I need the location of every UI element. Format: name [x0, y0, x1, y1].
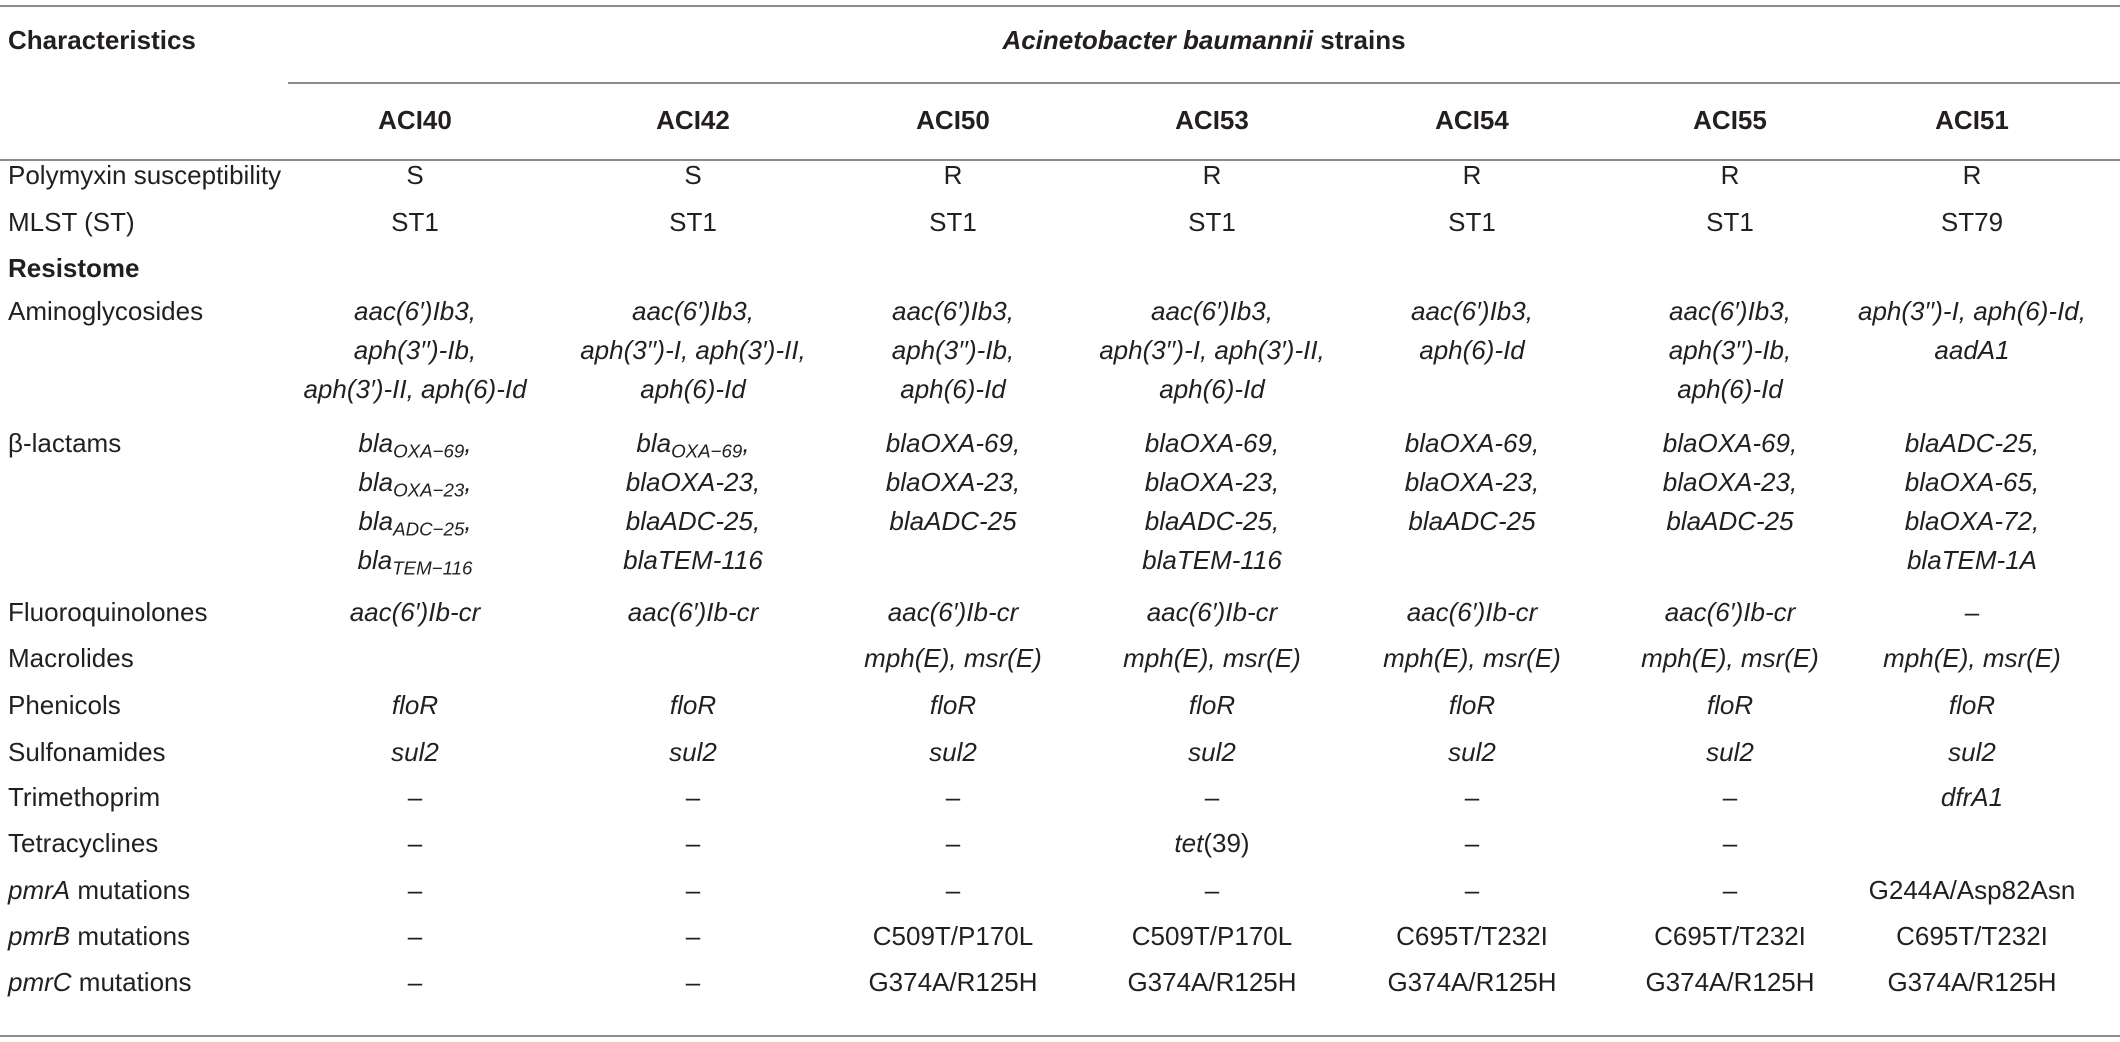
cell-line: blaTEM-116 [1142, 544, 1282, 575]
cell-phenicols-aci53 [1072, 686, 1352, 725]
cell-line: aac(6′)Ib3, [632, 295, 754, 326]
cell-line: G374A/R125H [1127, 966, 1297, 997]
strain-header-aci50: ACI50 [916, 104, 990, 135]
cell-line: C509T/P170L [1131, 920, 1293, 951]
cell-phenicols-aci51 [1832, 686, 2112, 725]
cell-mlst-st-aci54 [1332, 203, 1612, 242]
row-label-mlst-st: MLST (ST) [8, 206, 135, 237]
cell-line: R [943, 159, 963, 190]
cell-lactams-aci53 [1072, 424, 1352, 580]
cell-pmrb-mutations-aci53 [1072, 917, 1352, 956]
cell-polymyxin-susceptibility-aci50 [813, 156, 1093, 195]
cell-macrolides-aci55 [1590, 639, 1870, 678]
cell-line: ST79 [1940, 206, 2004, 237]
row-label-pmra-mutations: pmrA mutations [8, 874, 191, 905]
cell-line: aph(3′′)-I, aph(3′)-II, [1099, 334, 1325, 365]
cell-pmra-mutations-aci54 [1332, 871, 1612, 910]
cell-pmra-mutations-aci53 [1072, 871, 1352, 910]
cell-pmrb-mutations-aci55 [1590, 917, 1870, 956]
cell-tetracyclines-aci42 [553, 824, 833, 863]
cell-line: blaTEM-1A [1906, 544, 2038, 575]
cell-line: aac(6′)Ib3, [354, 295, 476, 326]
cell-line: sul2 [929, 736, 977, 767]
cell-line: bla$_{TEM-116}$ [357, 544, 473, 579]
cell-line: blaOXA-65, [1904, 466, 2040, 497]
cell-pmra-mutations-aci55 [1590, 871, 1870, 910]
cell-line: – [1722, 874, 1738, 905]
cell-line: aph(6)-Id [900, 373, 1006, 404]
cell-line: bla$_{ADC-25}$, [358, 505, 472, 540]
cell-line: G374A/R125H [1887, 966, 2057, 997]
cell-tetracyclines-aci55 [1590, 824, 1870, 863]
cell-mlst-st-aci51 [1832, 203, 2112, 242]
cell-pmra-mutations-aci40 [275, 871, 555, 910]
cell-aminoglycosides-aci54 [1332, 292, 1612, 370]
cell-sulfonamides-aci55 [1590, 733, 1870, 772]
cell-line: aac(6′)Ib3, [1151, 295, 1273, 326]
cell-line: blaTEM-116 [623, 544, 763, 575]
cell-polymyxin-susceptibility-aci42 [553, 156, 833, 195]
cell-line: aph(6)-Id [1159, 373, 1265, 404]
cell-fluoroquinolones-aci51 [1832, 593, 2112, 632]
cell-line: floR [1188, 689, 1236, 720]
cell-fluoroquinolones-aci50 [813, 593, 1093, 632]
cell-line: aph(3′′)-I, aph(3′)-II, [580, 334, 806, 365]
row-label-aminoglycosides: Aminoglycosides [8, 295, 204, 326]
cell-line: tet(39) [1174, 827, 1250, 858]
cell-line: ST1 [1448, 206, 1496, 237]
row-label-sulfonamides: Sulfonamides [8, 736, 166, 767]
cell-macrolides-aci53 [1072, 639, 1352, 678]
cell-line: ST1 [669, 206, 717, 237]
characteristics-header: Characteristics [8, 25, 196, 55]
strain-header-aci51: ACI51 [1935, 104, 2009, 135]
cell-line: blaOXA-69, [1404, 427, 1540, 458]
cell-line: aph(3′′)-Ib, [1668, 334, 1792, 365]
cell-line: – [407, 827, 423, 858]
cell-line: C509T/P170L [872, 920, 1034, 951]
cell-line: C695T/T232I [1896, 920, 2048, 951]
cell-mlst-st-aci50 [813, 203, 1093, 242]
cell-line: sul2 [1706, 736, 1754, 767]
group-rule [288, 82, 2120, 84]
cell-line: blaADC-25 [889, 505, 1017, 536]
cell-line: blaOXA-23, [625, 466, 761, 497]
cell-line: C695T/T232I [1654, 920, 1806, 951]
cell-line: aph(6)-Id [1419, 334, 1525, 365]
cell-line: – [685, 827, 701, 858]
cell-pmra-mutations-aci50 [813, 871, 1093, 910]
cell-line: aac(6′)Ib-cr [1664, 596, 1796, 627]
cell-trimethoprim-aci54 [1332, 778, 1612, 817]
cell-macrolides-aci50 [813, 639, 1093, 678]
cell-line: ST1 [1706, 206, 1754, 237]
cell-line: ST1 [929, 206, 977, 237]
cell-line: – [945, 827, 961, 858]
cell-line: blaOXA-23, [1404, 466, 1540, 497]
cell-line: blaOXA-72, [1904, 505, 2040, 536]
cell-line: – [685, 874, 701, 905]
cell-trimethoprim-aci42 [553, 778, 833, 817]
cell-line: – [1722, 781, 1738, 812]
row-label-pmrc-mutations: pmrC mutations [8, 966, 192, 997]
cell-fluoroquinolones-aci42 [553, 593, 833, 632]
cell-trimethoprim-aci50 [813, 778, 1093, 817]
cell-line: ST1 [391, 206, 439, 237]
cell-sulfonamides-aci42 [553, 733, 833, 772]
cell-polymyxin-susceptibility-aci54 [1332, 156, 1612, 195]
cell-line: sul2 [1188, 736, 1236, 767]
cell-line: aac(6′)Ib-cr [887, 596, 1019, 627]
cell-aminoglycosides-aci50 [813, 292, 1093, 409]
top-rule [0, 5, 2120, 7]
cell-line: – [1464, 781, 1480, 812]
cell-line: – [945, 781, 961, 812]
cell-line: – [1204, 781, 1220, 812]
cell-line: floR [1706, 689, 1754, 720]
cell-line: – [1722, 827, 1738, 858]
cell-line: aph(6)-Id [1677, 373, 1783, 404]
cell-line: blaADC-25, [1144, 505, 1280, 536]
cell-line: aph(3′′)-Ib, [891, 334, 1015, 365]
cell-trimethoprim-aci55 [1590, 778, 1870, 817]
cell-trimethoprim-aci51 [1832, 778, 2112, 817]
cell-pmrb-mutations-aci54 [1332, 917, 1612, 956]
cell-line: G374A/R125H [1645, 966, 1815, 997]
cell-line: – [1964, 596, 1980, 627]
cell-aminoglycosides-aci51 [1832, 292, 2112, 370]
cell-line: mph(E), msr(E) [1641, 642, 1819, 673]
cell-lactams-aci54 [1332, 424, 1612, 541]
cell-line: floR [669, 689, 717, 720]
cell-line: sul2 [1948, 736, 1996, 767]
strains-group-title [288, 21, 2120, 60]
strain-header-aci53: ACI53 [1175, 104, 1249, 135]
cell-phenicols-aci42 [553, 686, 833, 725]
cell-fluoroquinolones-aci54 [1332, 593, 1612, 632]
cell-line: sul2 [391, 736, 439, 767]
cell-lactams-aci51 [1832, 424, 2112, 580]
cell-line: – [407, 966, 423, 997]
cell-line: – [945, 874, 961, 905]
cell-line: aac(6′)Ib3, [1411, 295, 1533, 326]
cell-phenicols-aci40 [275, 686, 555, 725]
cell-line: – [407, 920, 423, 951]
strains-group-title-rest: strains [1313, 25, 1406, 55]
cell-lactams-aci50 [813, 424, 1093, 541]
cell-line: bla$_{OXA-23}$, [358, 466, 472, 501]
cell-line: blaOXA-69, [1144, 427, 1280, 458]
cell-line: blaADC-25, [625, 505, 761, 536]
bottom-rule [0, 1035, 2120, 1037]
cell-sulfonamides-aci51 [1832, 733, 2112, 772]
cell-line: G374A/R125H [1387, 966, 1557, 997]
cell-mlst-st-aci55 [1590, 203, 1870, 242]
cell-line: – [685, 966, 701, 997]
cell-line: – [407, 781, 423, 812]
cell-line: aph(6)-Id [640, 373, 746, 404]
cell-sulfonamides-aci54 [1332, 733, 1612, 772]
row-label-trimethoprim: Trimethoprim [8, 781, 161, 812]
cell-line: aac(6′)Ib-cr [1146, 596, 1278, 627]
cell-line: R [1962, 159, 1982, 190]
cell-line: blaADC-25, [1904, 427, 2040, 458]
cell-pmrc-mutations-aci55 [1590, 963, 1870, 1002]
cell-polymyxin-susceptibility-aci53 [1072, 156, 1352, 195]
cell-pmrc-mutations-aci51 [1832, 963, 2112, 1002]
cell-line: mph(E), msr(E) [1383, 642, 1561, 673]
cell-aminoglycosides-aci40 [275, 292, 555, 409]
cell-line: C695T/T232I [1396, 920, 1548, 951]
row-label-polymyxin-susceptibility: Polymyxin susceptibility [8, 159, 282, 190]
cell-line: – [1464, 827, 1480, 858]
cell-line: – [1204, 874, 1220, 905]
cell-mlst-st-aci42 [553, 203, 833, 242]
cell-line: blaADC-25 [1666, 505, 1794, 536]
cell-aminoglycosides-aci42 [553, 292, 833, 409]
cell-line: blaADC-25 [1408, 505, 1536, 536]
cell-line: G374A/R125H [868, 966, 1038, 997]
cell-line: dfrA1 [1940, 781, 2004, 812]
cell-lactams-aci40 [275, 424, 555, 580]
cell-line: aac(6′)Ib-cr [627, 596, 759, 627]
row-label-phenicols: Phenicols [8, 689, 121, 720]
cell-line: floR [1448, 689, 1496, 720]
cell-line: blaOXA-69, [1662, 427, 1798, 458]
cell-line: G244A/Asp82Asn [1868, 874, 2076, 905]
row-label-pmrb-mutations: pmrB mutations [8, 920, 191, 951]
cell-line: S [684, 159, 702, 190]
row-label-macrolides: Macrolides [8, 642, 134, 673]
cell-line: bla$_{OXA-69}$, [636, 427, 750, 462]
cell-pmrc-mutations-aci50 [813, 963, 1093, 1002]
cell-line: mph(E), msr(E) [1883, 642, 2061, 673]
cell-line: aadA1 [1934, 334, 2010, 365]
cell-macrolides-aci51 [1832, 639, 2112, 678]
cell-line: – [407, 874, 423, 905]
row-label-fluoroquinolones: Fluoroquinolones [8, 596, 208, 627]
cell-line: aac(6′)Ib3, [1669, 295, 1791, 326]
cell-line: aac(6′)Ib-cr [1406, 596, 1538, 627]
cell-tetracyclines-aci54 [1332, 824, 1612, 863]
cell-line: mph(E), msr(E) [864, 642, 1042, 673]
cell-line: sul2 [669, 736, 717, 767]
cell-line: aph(3′′)-I, aph(6)-Id, [1858, 295, 2086, 326]
cell-tetracyclines-aci53 [1072, 824, 1352, 863]
cell-trimethoprim-aci40 [275, 778, 555, 817]
cell-line: – [685, 920, 701, 951]
cell-pmrc-mutations-aci42 [553, 963, 833, 1002]
cell-tetracyclines-aci50 [813, 824, 1093, 863]
cell-phenicols-aci54 [1332, 686, 1612, 725]
cell-line: floR [391, 689, 439, 720]
cell-phenicols-aci55 [1590, 686, 1870, 725]
cell-phenicols-aci50 [813, 686, 1093, 725]
cell-line: aph(3′′)-Ib, [353, 334, 477, 365]
cell-fluoroquinolones-aci40 [275, 593, 555, 632]
cell-line: blaOXA-23, [1662, 466, 1798, 497]
cell-line: bla$_{OXA-69}$, [358, 427, 472, 462]
cell-macrolides-aci54 [1332, 639, 1612, 678]
strain-header-aci54: ACI54 [1435, 104, 1509, 135]
cell-pmrc-mutations-aci53 [1072, 963, 1352, 1002]
cell-sulfonamides-aci53 [1072, 733, 1352, 772]
cell-trimethoprim-aci53 [1072, 778, 1352, 817]
row-label-lactams: β-lactams [8, 427, 122, 458]
cell-polymyxin-susceptibility-aci40 [275, 156, 555, 195]
cell-line: aph(3′)-II, aph(6)-Id [303, 373, 527, 404]
strain-header-aci40: ACI40 [378, 104, 452, 135]
strain-header-aci42: ACI42 [656, 104, 730, 135]
cell-pmra-mutations-aci51 [1832, 871, 2112, 910]
cell-line: sul2 [1448, 736, 1496, 767]
cell-pmrb-mutations-aci42 [553, 917, 833, 956]
cell-line: blaOXA-23, [885, 466, 1021, 497]
cell-sulfonamides-aci50 [813, 733, 1093, 772]
cell-line: aac(6′)Ib-cr [349, 596, 481, 627]
cell-pmra-mutations-aci42 [553, 871, 833, 910]
cell-line: aac(6′)Ib3, [892, 295, 1014, 326]
cell-lactams-aci55 [1590, 424, 1870, 541]
cell-aminoglycosides-aci53 [1072, 292, 1352, 409]
cell-line: R [1720, 159, 1740, 190]
cell-mlst-st-aci40 [275, 203, 555, 242]
row-label-tetracyclines: Tetracyclines [8, 827, 159, 858]
cell-line: S [406, 159, 424, 190]
cell-line: mph(E), msr(E) [1123, 642, 1301, 673]
cell-fluoroquinolones-aci53 [1072, 593, 1352, 632]
cell-line: – [1464, 874, 1480, 905]
cell-line: floR [929, 689, 977, 720]
cell-polymyxin-susceptibility-aci55 [1590, 156, 1870, 195]
cell-line: R [1202, 159, 1222, 190]
cell-aminoglycosides-aci55 [1590, 292, 1870, 409]
cell-line: ST1 [1188, 206, 1236, 237]
strain-header-aci55: ACI55 [1693, 104, 1767, 135]
strains-group-title-species: Acinetobacter baumannii [1002, 25, 1314, 55]
cell-line: blaOXA-23, [1144, 466, 1280, 497]
cell-pmrb-mutations-aci50 [813, 917, 1093, 956]
cell-lactams-aci42 [553, 424, 833, 580]
cell-tetracyclines-aci40 [275, 824, 555, 863]
cell-polymyxin-susceptibility-aci51 [1832, 156, 2112, 195]
cell-line: floR [1948, 689, 1996, 720]
resistome-section-label: Resistome [8, 252, 140, 283]
cell-line: – [685, 781, 701, 812]
cell-pmrc-mutations-aci54 [1332, 963, 1612, 1002]
cell-fluoroquinolones-aci55 [1590, 593, 1870, 632]
cell-pmrc-mutations-aci40 [275, 963, 555, 1002]
cell-pmrb-mutations-aci40 [275, 917, 555, 956]
cell-mlst-st-aci53 [1072, 203, 1352, 242]
cell-pmrb-mutations-aci51 [1832, 917, 2112, 956]
cell-sulfonamides-aci40 [275, 733, 555, 772]
cell-line: blaOXA-69, [885, 427, 1021, 458]
cell-line: R [1462, 159, 1482, 190]
